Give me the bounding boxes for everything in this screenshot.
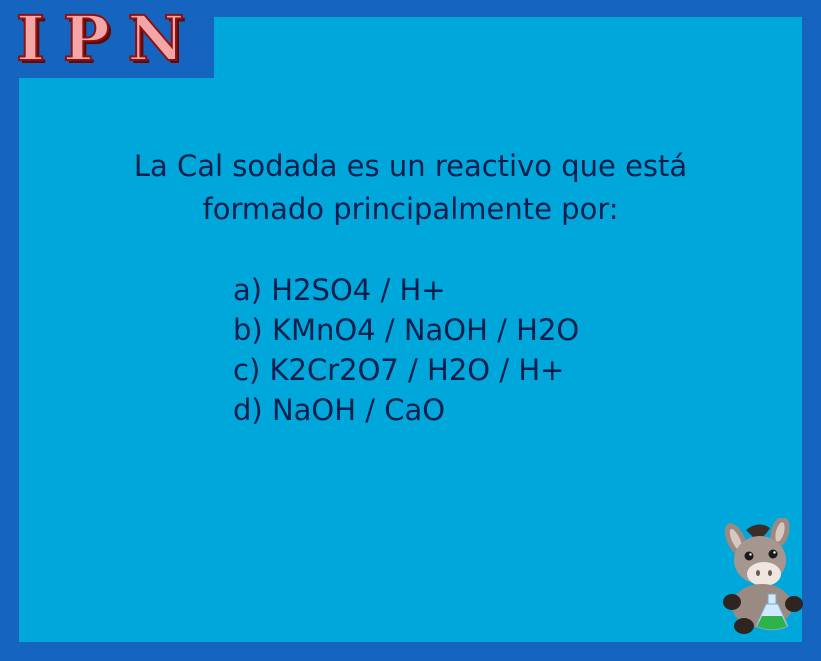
option-d[interactable]: d) NaOH / CaO [233,393,446,427]
answer-options [233,270,579,430]
option-c[interactable]: c) K2Cr2O7 / H2O / H+ [233,353,565,387]
question-line-1: La Cal sodada es un reactivo que está [133,149,688,183]
logo-text: IPN [16,2,203,75]
question-text [0,145,821,231]
donkey-plush-icon [716,518,808,638]
option-b[interactable]: b) KMnO4 / NaOH / H2O [233,313,580,347]
ipn-logo [0,0,214,78]
question-line-2: formado principalmente por: [202,192,619,226]
option-a[interactable]: a) H2SO4 / H+ [233,273,446,307]
